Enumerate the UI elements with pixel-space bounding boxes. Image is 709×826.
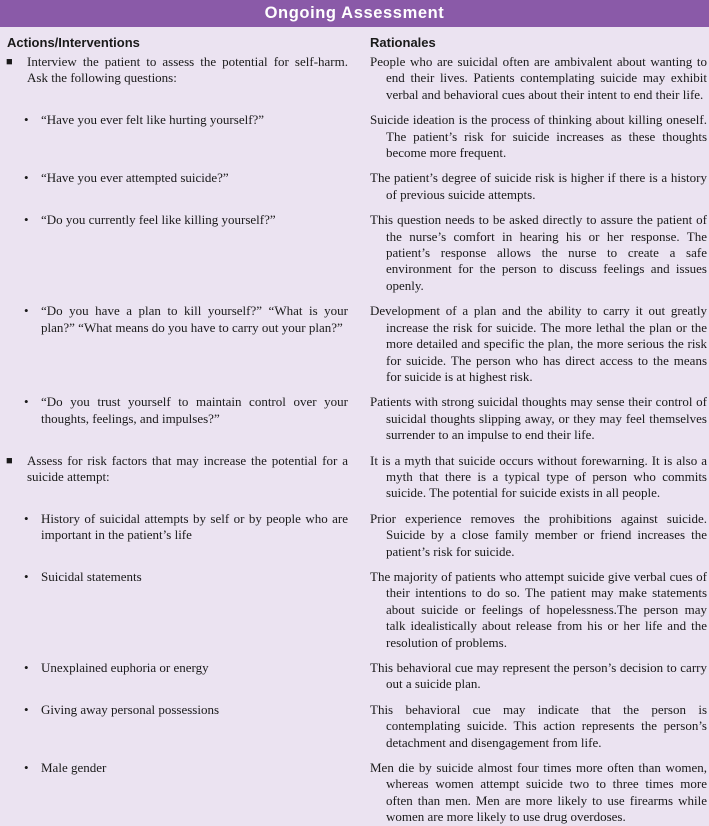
- action-cell: [0, 569, 370, 651]
- action-text: Giving away personal possessions: [41, 701, 220, 717]
- action-text: “Have you ever felt like hurting yourself?”: [41, 112, 265, 128]
- rationale-text: The majority of patients who attempt suicide give verbal cues of their intentions to do so. The patient may make statements about suicide or feelings of hopelessness.The person may talk idealistically about release from his or her life and the resolution of problems.: [370, 568, 707, 650]
- action-text: “Have you ever attempted suicide?”: [41, 170, 229, 186]
- round-bullet-icon: •: [24, 212, 29, 228]
- round-bullet-icon: •: [24, 394, 29, 410]
- action-text: Interview the patient to assess the potential for self-harm. Ask the following questions:: [27, 54, 348, 86]
- table-row: [0, 453, 709, 502]
- action-cell: [0, 453, 370, 502]
- round-bullet-icon: •: [24, 112, 29, 128]
- action-cell: [0, 511, 370, 560]
- rationale-text: Patients with strong suicidal thoughts may sense their control of suicidal thoughts slipping away, or they may feel themselves surrender to an impulse to end their life.: [370, 394, 707, 443]
- round-bullet-icon: •: [24, 170, 29, 186]
- table-row: [0, 54, 709, 103]
- action-text: “Do you currently feel like killing yourself?”: [41, 212, 276, 228]
- assessment-table-body: [0, 54, 709, 826]
- round-bullet-icon: •: [24, 760, 29, 776]
- table-row: [0, 303, 709, 385]
- rationale-text: This behavioral cue may indicate that the person is contemplating suicide. This action represents the person’s detachment and disengagement from life.: [370, 701, 707, 750]
- action-cell: [0, 170, 370, 203]
- table-row: [0, 569, 709, 651]
- action-cell: [0, 702, 370, 751]
- round-bullet-icon: •: [24, 568, 29, 584]
- action-text: Suicidal statements: [41, 568, 142, 584]
- action-cell: [0, 212, 370, 294]
- action-cell: [0, 54, 370, 103]
- action-text: History of suicidal attempts by self or by people who are important in the patient’s life: [41, 510, 348, 543]
- section-title-bar: [0, 0, 709, 27]
- square-bullet-icon: ■: [6, 454, 13, 467]
- rationales-column-header: Rationales: [370, 35, 436, 50]
- actions-column-header: Actions/Interventions: [7, 35, 140, 50]
- rationale-text: This behavioral cue may represent the person’s decision to carry out a suicide plan.: [370, 660, 707, 692]
- rationale-text: People who are suicidal often are ambivalent about wanting to end their lives. Patients contemplating suicide may exhibit verbal and behavioral cues about their intent to end their life.: [370, 54, 707, 102]
- table-row: [0, 760, 709, 826]
- action-cell: [0, 760, 370, 826]
- table-row: [0, 394, 709, 443]
- rationale-text: Men die by suicide almost four times more often than women, whereas women attempt suicide two to three times more often than men. Men are more likely to use firearms while women are more likely to use drug overdoses.: [370, 760, 707, 825]
- action-text: Male gender: [41, 760, 107, 776]
- action-text: Unexplained euphoria or energy: [41, 660, 209, 675]
- rationale-text: Prior experience removes the prohibitions against suicide. Suicide by a close family member or friend increases the patient’s risk for suicide.: [370, 510, 707, 559]
- rationale-text: Development of a plan and the ability to carry it out greatly increase the risk for suicide. The more lethal the plan or the more detailed and specific the plan, the more serious the risk for suicide. The person who has direct access to the means for suicide is at highest risk.: [370, 303, 707, 384]
- action-cell: [0, 394, 370, 443]
- table-row: [0, 212, 709, 294]
- table-row: [0, 660, 709, 693]
- action-text: Assess for risk factors that may increase the potential for a suicide attempt:: [27, 452, 348, 484]
- action-text: “Do you trust yourself to maintain control over your thoughts, feelings, and impulses?”: [41, 394, 348, 426]
- round-bullet-icon: •: [24, 510, 29, 526]
- round-bullet-icon: •: [24, 701, 29, 717]
- round-bullet-icon: •: [24, 303, 29, 319]
- square-bullet-icon: ■: [6, 56, 13, 68]
- action-cell: [0, 112, 370, 161]
- table-row: [0, 170, 709, 203]
- column-header-row: [0, 27, 709, 54]
- section-title: Ongoing Assessment: [264, 4, 445, 22]
- action-cell: [0, 660, 370, 693]
- rationale-text: It is a myth that suicide occurs without forewarning. It is also a myth that there is a typical type of person who commits suicide. The potential for suicide exists in all people.: [370, 452, 707, 501]
- rationale-text: The patient’s degree of suicide risk is higher if there is a history of previous suicide attempts.: [370, 170, 707, 202]
- table-row: [0, 511, 709, 560]
- round-bullet-icon: •: [24, 660, 29, 675]
- rationale-text: This question needs to be asked directly to assure the patient of the nurse’s comfort in hearing his or her response. The patient’s response allows the nurse to create a safe environment for the person to discuss feelings and issues openly.: [370, 212, 707, 293]
- action-cell: [0, 303, 370, 385]
- action-text: “Do you have a plan to kill yourself?” “What is your plan?” “What means do you have to carry out your plan?”: [41, 303, 348, 335]
- table-row: [0, 112, 709, 161]
- rationale-text: Suicide ideation is the process of thinking about killing oneself. The patient’s risk for suicide increases as these thoughts become more frequent.: [370, 112, 707, 161]
- table-row: [0, 702, 709, 751]
